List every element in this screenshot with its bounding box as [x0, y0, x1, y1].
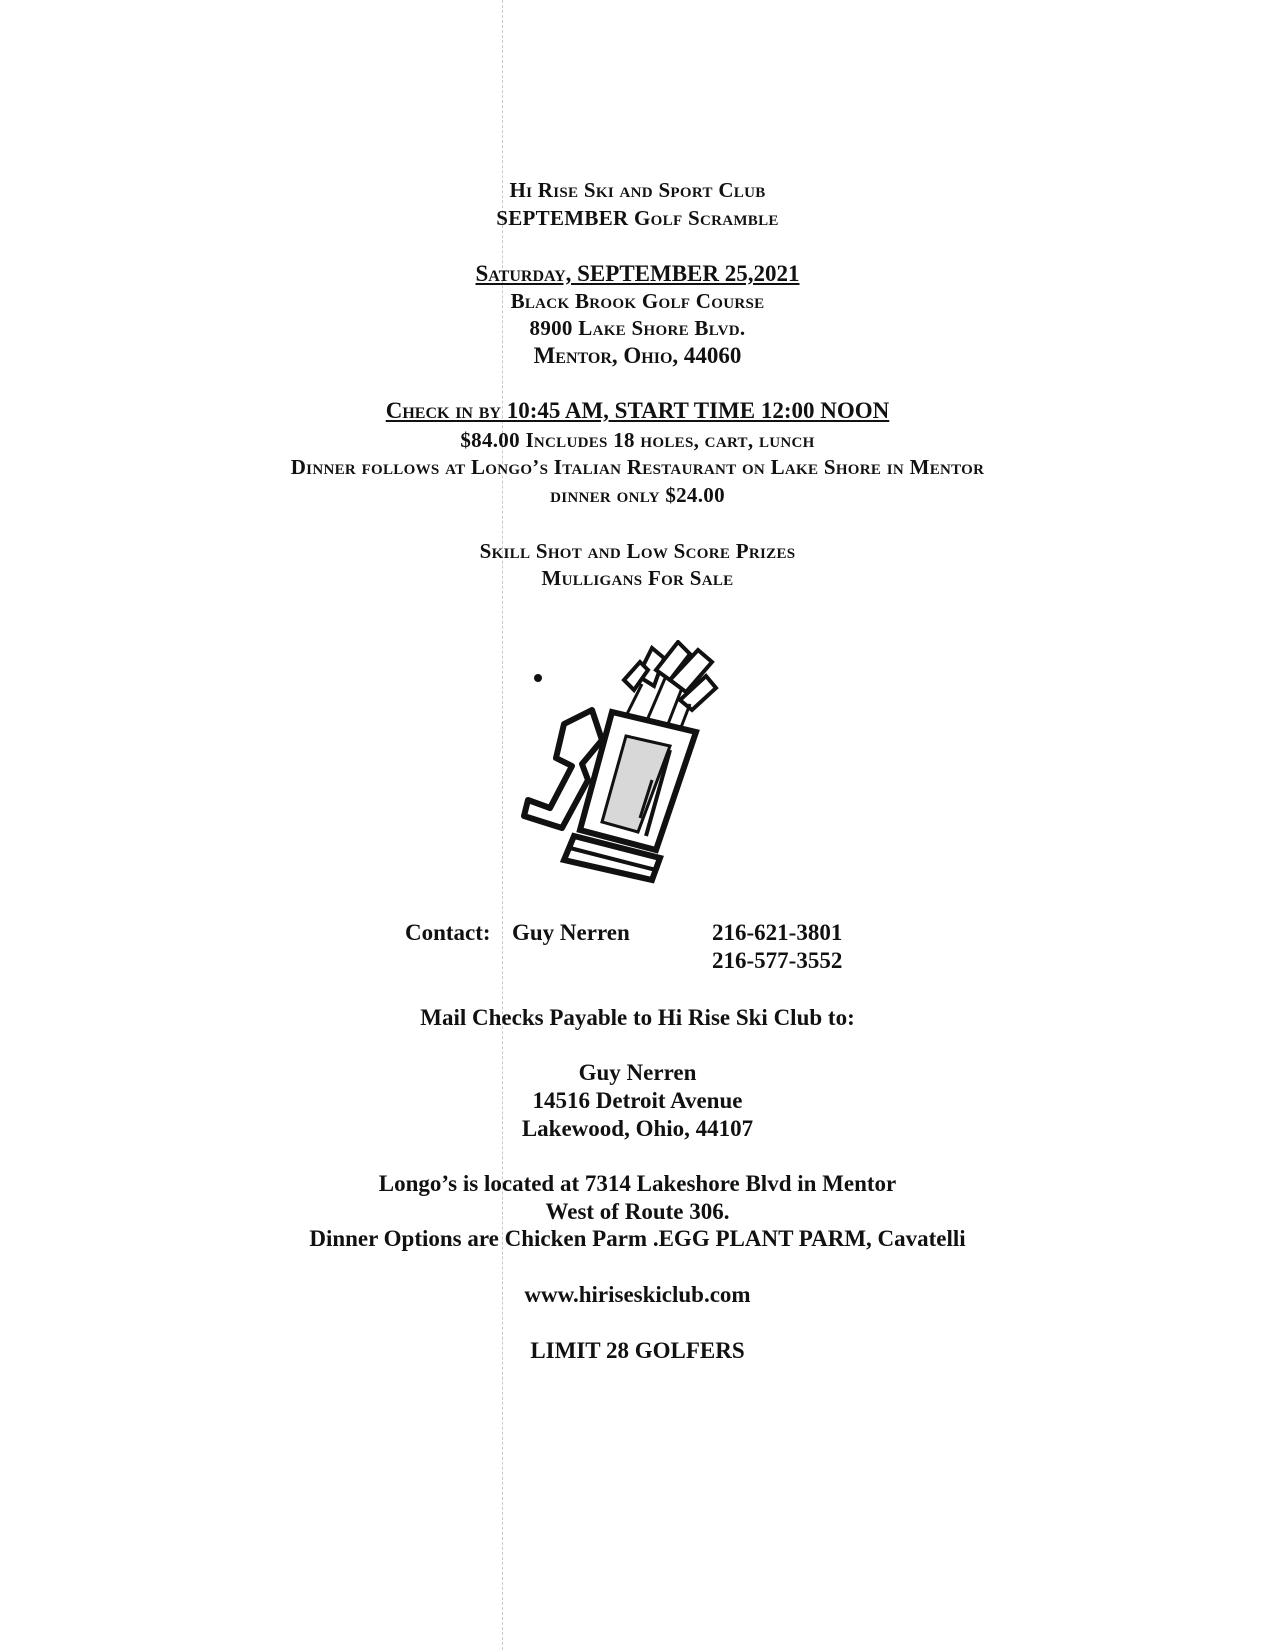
contact-block: [0, 920, 1275, 980]
scan-fold-line: [502, 0, 503, 1650]
restaurant-direction: West of Route 306.: [545, 1199, 730, 1224]
price-line: $84.00 Includes 18 holes, cart, lunch: [460, 428, 815, 452]
dinner-note: Dinner follows at Longo’s Italian Restaurant on Lake Shore in Mentor: [290, 455, 985, 479]
restaurant-location: Longo’s is located at 7314 Lakeshore Blvd in Mentor: [378, 1171, 897, 1196]
event-date: Saturday, SEPTEMBER 25,2021: [475, 261, 800, 286]
venue-city: Mentor, Ohio, 44060: [533, 343, 742, 368]
event-title: SEPTEMBER Golf Scramble: [496, 206, 779, 230]
venue-name: Black Brook Golf Course: [510, 289, 765, 313]
golf-bag-icon: [520, 640, 760, 890]
mulligans-line: Mulligans For Sale: [541, 566, 734, 590]
club-name: Hi Rise Ski and Sport Club: [509, 178, 766, 202]
venue-street: 8900 Lake Shore Blvd.: [529, 316, 746, 340]
contact-name: Guy Nerren: [512, 920, 630, 945]
mail-street: 14516 Detroit Avenue: [532, 1088, 743, 1113]
contact-phone-2: 216-577-3552: [712, 948, 843, 973]
prizes-line: Skill Shot and Low Score Prizes: [479, 539, 796, 563]
mail-instruction: Mail Checks Payable to Hi Rise Ski Club to:: [420, 1005, 855, 1030]
mail-name: Guy Nerren: [578, 1060, 697, 1085]
dinner-only-price: dinner only $24.00: [550, 483, 725, 507]
dinner-options: Dinner Options are Chicken Parm .EGG PLANT PARM, Cavatelli: [309, 1226, 966, 1251]
website-link[interactable]: www.hiriseskiclub.com: [524, 1282, 751, 1307]
check-in-time: Check in by 10:45 AM, START TIME 12:00 NOON: [385, 398, 890, 423]
golfer-limit: LIMIT 28 GOLFERS: [530, 1338, 745, 1363]
contact-phone-1: 216-621-3801: [712, 920, 843, 945]
contact-label: Contact:: [405, 920, 491, 945]
mail-city: Lakewood, Ohio, 44107: [521, 1116, 754, 1141]
